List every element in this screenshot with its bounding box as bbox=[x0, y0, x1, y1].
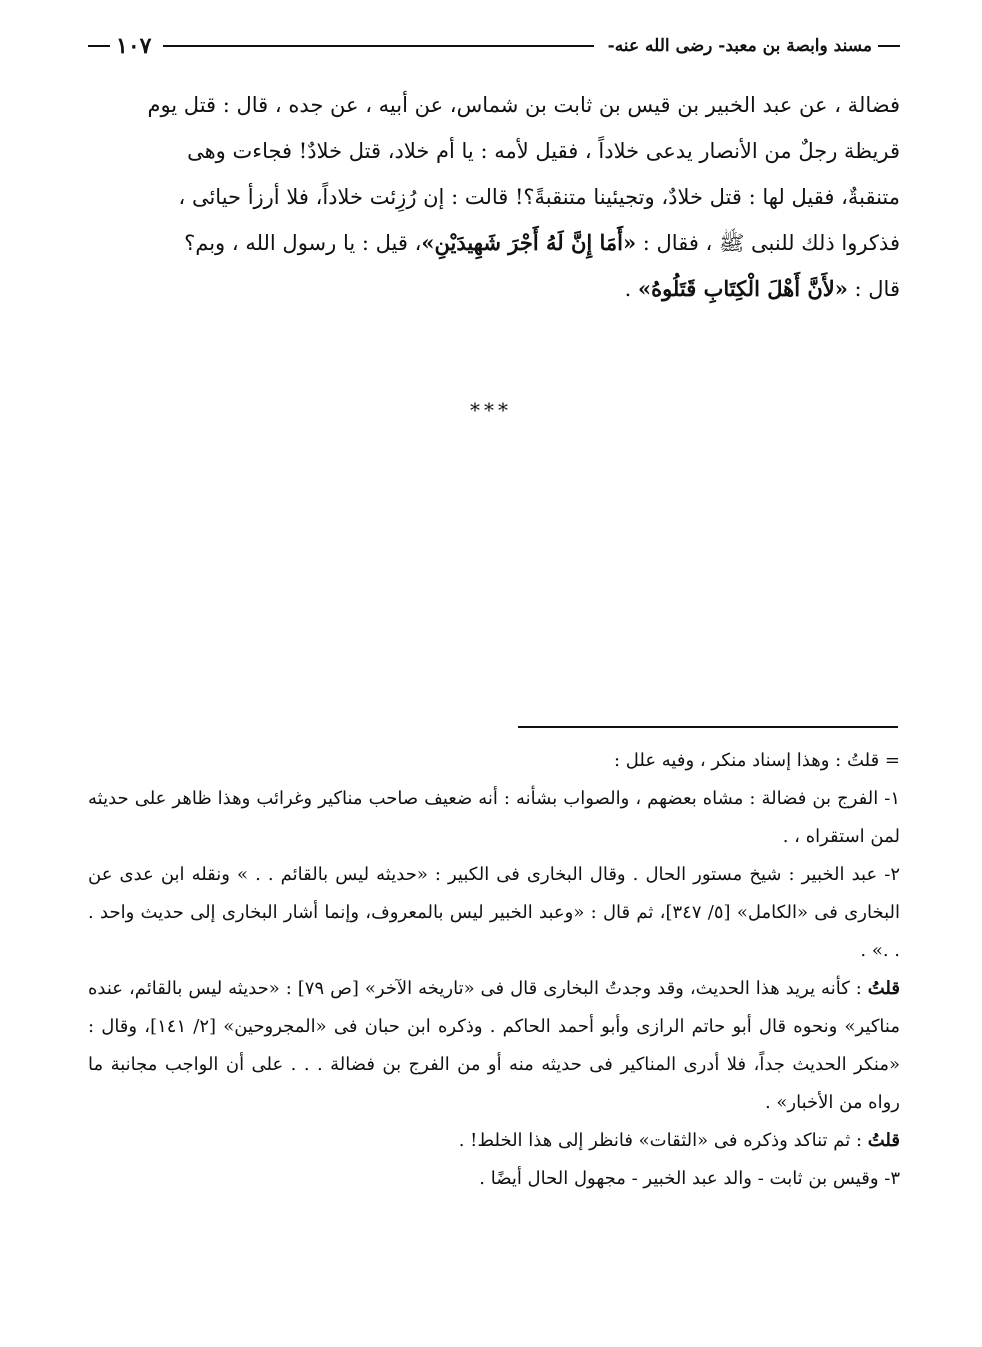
footnotes bbox=[88, 742, 900, 1198]
footnote-text: : ثم تناكد وذكره فى «الثقات» فانظر إلى هذا الخلط! . bbox=[458, 1130, 863, 1151]
main-line-text: قال : bbox=[847, 277, 900, 301]
footnote-item: ٢- عبد الخبير : شيخ مستور الحال . وقال البخارى فى الكبير : «حديثه ليس بالقائم . . » ونقله ابن عدى عن البخارى فى «الكامل» [٥/ ٣٤٧]، ثم قال : «وعبد الخبير ليس بالمعروف، وإنما أشار البخارى إلى حديث واحد . . .» . bbox=[88, 864, 900, 961]
page-header bbox=[88, 28, 900, 64]
footnote-item bbox=[88, 970, 900, 1122]
footnote-text: : كأنه يريد هذا الحديث، وقد وجدتُ البخارى قال فى «تاريخه الآخر» [ص ٧٩] : «حديثه ليس بالقائم، عنده مناكير» ونحوه قال أبو حاتم الرازى وأبو أحمد الحاكم . وذكره ابن حبان فى «المجروحين» [٢/ ١٤١]، وقال : «منكر الحديث جداً، فلا أدرى المناكير فى حديثه منه أو من الفرج بن فضالة . . . على أن الواجب مجانبة ما رواه من الأخبار» . bbox=[88, 978, 900, 1113]
prophetic-quote: «لأَنَّ أَهْلَ الْكِتَابِ قَتَلُوهُ» bbox=[637, 276, 848, 301]
footnote-item: ١- الفرج بن فضالة : مشاه بعضهم ، والصواب بشأنه : أنه ضعيف صاحب مناكير وغرائب وهذا ظاهر على حديثه لمن استقراه ، . bbox=[88, 788, 900, 847]
footnote-intro: = قلتُ : وهذا إسناد منكر ، وفيه علل : bbox=[613, 750, 900, 771]
header-dash-lead bbox=[878, 45, 900, 47]
main-line: قريظة رجلٌ من الأنصار يدعى خلاداً ، فقيل لأمه : يا أم خلاد، قتل خلادٌ! فجاءت وهى bbox=[187, 139, 900, 163]
main-line bbox=[88, 266, 900, 312]
section-separator: *** bbox=[470, 398, 512, 422]
header-dash-trail bbox=[88, 45, 110, 47]
page-number: ١٠٧ bbox=[116, 33, 152, 59]
main-line-text: ، قيل : يا رسول الله ، وبم؟ bbox=[184, 231, 422, 255]
header-rule bbox=[163, 45, 593, 47]
running-title: مسند وابصة بن معبد- رضى الله عنه- bbox=[607, 36, 872, 56]
footnote-item: ٣- وقيس بن ثابت - والد عبد الخبير - مجهول الحال أيضًا . bbox=[479, 1168, 900, 1189]
footnote-rule bbox=[518, 726, 898, 728]
footnote-label: قلتُ bbox=[867, 1130, 900, 1151]
prophetic-quote: «أَمَا إِنَّ لَهُ أَجْرَ شَهِيدَيْنِ» bbox=[421, 230, 637, 255]
main-line-text: فذكروا ذلك للنبى ﷺ ، فقال : bbox=[636, 231, 900, 255]
main-line-text: . bbox=[624, 277, 638, 301]
footnote-label: قلتُ bbox=[867, 978, 900, 999]
main-line bbox=[88, 220, 900, 266]
main-line: متنقبةٌ، فقيل لها : قتل خلادٌ، وتجيئينا متنقبةً؟! قالت : إن رُزِئت خلاداً، فلا أرزأ حيائى ، bbox=[178, 185, 900, 209]
main-line: فضالة ، عن عبد الخبير بن قيس بن ثابت بن شماس، عن أبيه ، عن جده ، قال : قتل يوم bbox=[147, 93, 900, 117]
footnote-item bbox=[88, 1122, 900, 1160]
main-text bbox=[88, 82, 900, 312]
